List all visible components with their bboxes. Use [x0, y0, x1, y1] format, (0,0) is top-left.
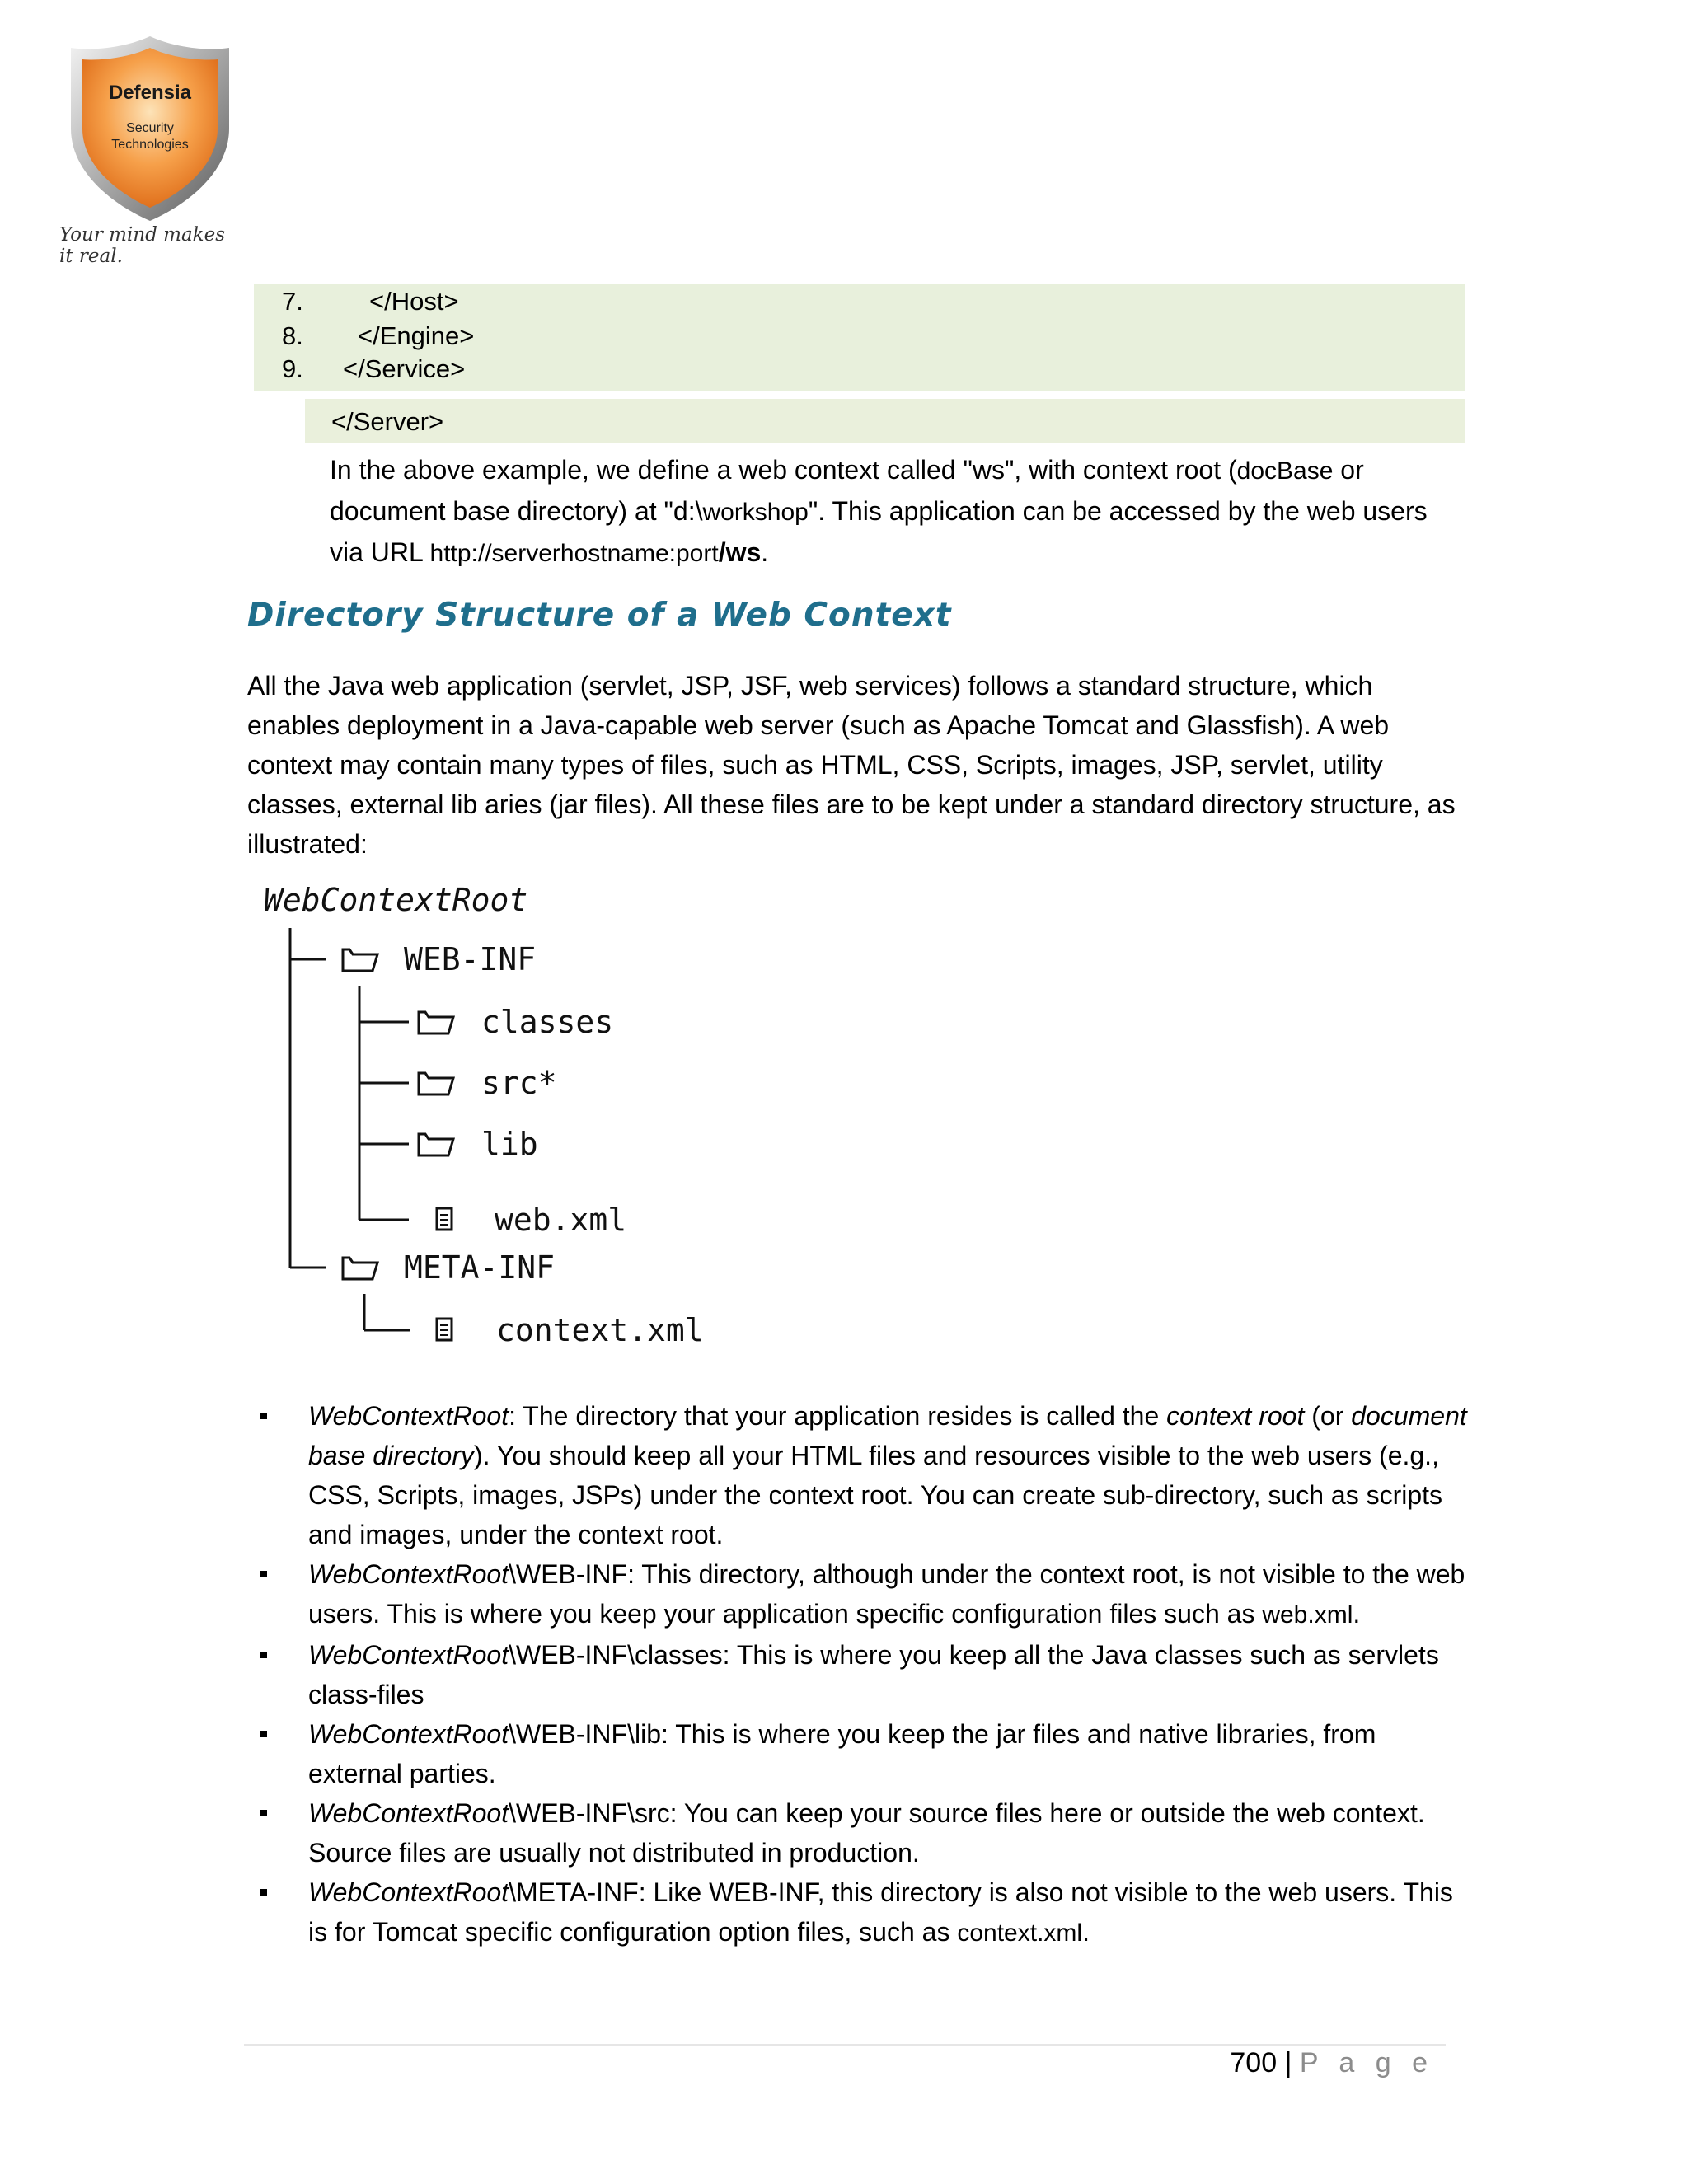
intro-text: or document base directory) at "d:\ — [330, 455, 1364, 526]
item-text: . — [1353, 1599, 1361, 1629]
logo-tagline: Your mind makes it real. — [59, 224, 226, 267]
list-item — [257, 1635, 1477, 1714]
item-text: (or — [1304, 1401, 1352, 1431]
filename: web.xml — [1262, 1601, 1353, 1629]
page-number: 700 — [1230, 2047, 1278, 2079]
file-icon — [437, 1208, 452, 1230]
item-text: : The directory that your application resides is called the — [509, 1401, 1167, 1431]
bullet-marker — [260, 1889, 267, 1896]
intro-paragraph — [330, 450, 1467, 574]
item-text: \WEB-INF\src: You can keep your source files here or outside the web context. Source files are usually not distributed in production. — [308, 1798, 1425, 1868]
list-item — [257, 1872, 1477, 1953]
code-line-text: </Host> — [369, 287, 459, 316]
bullet-marker — [260, 1571, 267, 1577]
footer-separator: | — [1284, 2047, 1292, 2079]
list-item — [257, 1714, 1477, 1793]
shield-logo-icon — [59, 30, 241, 227]
folder-icon — [343, 949, 377, 971]
bullet-marker — [260, 1810, 267, 1816]
logo-brand: Defensia — [108, 82, 192, 104]
intro-text: . — [761, 537, 769, 567]
term: WebContextRoot — [308, 1401, 509, 1431]
filename: context.xml — [957, 1919, 1083, 1947]
code-closing-tag: </Server> — [331, 407, 444, 436]
intro-text: ". This application can be accessed by the web users via URL — [330, 496, 1428, 567]
tree-folder-classes: classes — [481, 1004, 614, 1040]
item-text: ). You should keep all your HTML files and resources visible to the web users (e.g., CSS, Scripts, images, JSPs) under the context root. You can create sub-directory, such as scripts and images, under the context root. — [308, 1441, 1443, 1549]
tree-folder-lib: lib — [481, 1126, 538, 1162]
url-context: /ws — [718, 537, 762, 567]
list-item — [257, 1554, 1477, 1635]
tree-folder-meta-inf: META-INF — [404, 1249, 556, 1286]
url-text: http://serverhostname:port — [429, 540, 719, 567]
code-line-text: </Service> — [343, 354, 466, 383]
list-item — [257, 1396, 1477, 1554]
file-icon — [437, 1319, 452, 1340]
term: WebContextRoot — [308, 1559, 509, 1589]
tree-folder-web-inf: WEB-INF — [404, 941, 537, 977]
bullet-marker — [260, 1731, 267, 1737]
bullet-marker — [260, 1652, 267, 1658]
body-paragraph: All the Java web application (servlet, JSP, JSF, web services) follows a standard structure, which enables deployment in a Java-capable web server (such as Apache Tomcat and Glassfish). A web context may contain many types of files, such as HTML, CSS, Scripts, images, JSP, servlet, utility classes, external lib aries (jar files). All these files are to be kept under a standard directory structure, as illustrated: — [247, 671, 1456, 859]
term: document base directory — [308, 1401, 1467, 1470]
code-line-number: 9. — [282, 354, 303, 383]
term: WebContextRoot — [308, 1798, 509, 1828]
intro-text: In the above example, we define a web context called "ws", with context root ( — [330, 455, 1237, 485]
folder-icon — [419, 1073, 453, 1094]
folder-icon — [419, 1134, 453, 1155]
directory-tree — [257, 872, 719, 1366]
code-closing-block — [305, 399, 1465, 443]
workshop-path: workshop — [702, 499, 809, 526]
code-line-text: </Engine> — [358, 321, 475, 350]
list-item — [257, 1793, 1477, 1872]
logo-line2: Technologies — [111, 138, 189, 152]
item-text: \WEB-INF\lib: This is where you keep the jar files and native libraries, from external parties. — [308, 1719, 1376, 1788]
code-line-number: 8. — [282, 321, 303, 350]
tree-root-label: WebContextRoot — [264, 882, 528, 918]
code-line-number: 7. — [282, 287, 303, 316]
tree-file-web-xml: web.xml — [495, 1202, 627, 1238]
term: context root — [1166, 1401, 1305, 1431]
folder-icon — [419, 1012, 453, 1033]
bullet-marker — [260, 1413, 267, 1419]
page-label: P a g e — [1299, 2047, 1434, 2079]
bullet-list — [257, 1396, 1477, 1953]
term: WebContextRoot — [308, 1877, 509, 1907]
term: WebContextRoot — [308, 1719, 509, 1749]
docbase-term: docBase — [1236, 457, 1334, 485]
term: WebContextRoot — [308, 1640, 509, 1670]
page-footer — [1230, 2047, 1434, 2079]
code-snippet — [254, 284, 1465, 391]
item-text: \WEB-INF: This directory, although under the context root, is not visible to the web users. This is where you keep your application specific configuration files such as — [308, 1559, 1465, 1629]
footer-divider — [244, 2044, 1446, 2046]
tree-folder-src: src* — [481, 1065, 557, 1101]
tree-file-context-xml: context.xml — [496, 1312, 704, 1348]
section-heading: Directory Structure of a Web Context — [247, 597, 952, 634]
item-text: \WEB-INF\classes: This is where you keep all the Java classes such as servlets class-files — [308, 1640, 1439, 1709]
logo-line1: Security — [126, 121, 174, 135]
folder-icon — [343, 1258, 377, 1279]
item-text: . — [1082, 1917, 1090, 1947]
item-text: \META-INF: Like WEB-INF, this directory is also not visible to the web users. This is for Tomcat specific configuration option files, such as — [308, 1877, 1453, 1947]
